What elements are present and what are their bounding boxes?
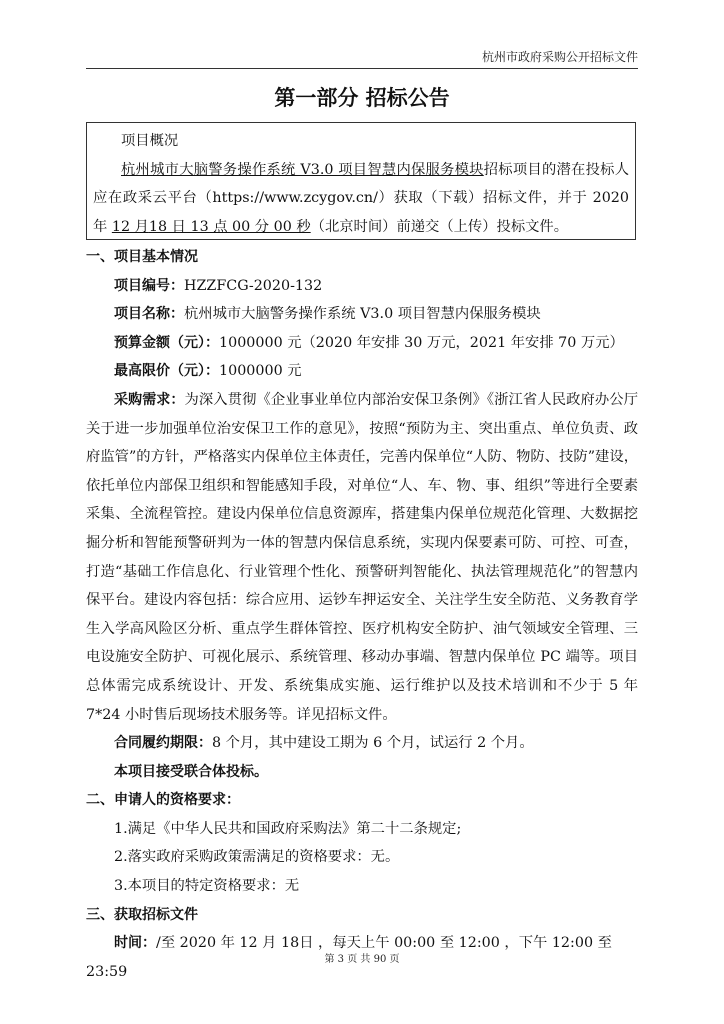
overview-project-name: 杭州城市大脑警务操作系统 V3.0 项目智慧内保服务模块	[121, 161, 484, 178]
budget-line	[86, 329, 638, 358]
contract-period-value: 8 个月，其中建设工期为 6 个月，试运行 2 个月。	[212, 735, 534, 752]
consortium-note: 本项目接受联合体投标。	[114, 763, 268, 780]
budget-value: 1000000 元（2020 年安排 30 万元，2021 年安排 70 万元）	[219, 334, 624, 351]
demand-paragraph	[86, 386, 638, 729]
overview-deadline-month: 12 月	[111, 218, 149, 235]
qualification-item-2: 2.落实政府采购政策需满足的资格要求：无。	[114, 849, 400, 866]
overview-deadline-time: 18 日 13 点 00 分 00 秒	[148, 218, 311, 235]
project-name-label: 项目名称：	[114, 306, 184, 323]
overview-text-1: 招标项目的潜在投标人应在政采云平台（https://www.zcygov.cn/）获取（下载）招标文件，并于 2020 年	[93, 161, 629, 235]
max-price-value: 1000000 元	[219, 363, 302, 380]
max-price-line	[86, 357, 638, 386]
overview-text-2: （北京时间）前递交（上传）投标文件。	[310, 218, 569, 235]
project-name-line	[86, 300, 638, 329]
qualification-item-3: 3.本项目的特定资格要求：无	[114, 878, 300, 895]
project-number-line	[86, 272, 638, 301]
contract-period-line	[86, 729, 638, 758]
section1-heading: 一、项目基本情况	[86, 249, 198, 265]
project-name-value: 杭州城市大脑警务操作系统 V3.0 项目智慧内保服务模块	[184, 306, 541, 323]
page-number: 第 3 页 共 90 页	[324, 954, 400, 965]
overview-heading: 项目概况	[121, 133, 179, 149]
page-title: 第一部分 招标公告	[274, 86, 450, 110]
time-value: /至 2020 年 12 月 18日 ，每天上午 00:00 至 12:00 ，下午 12:00 至 23:59	[86, 935, 612, 980]
project-number-label: 项目编号：	[114, 277, 184, 294]
section2-heading: 二、申请人的资格要求：	[86, 792, 240, 809]
budget-label: 预算金额（元）：	[114, 334, 219, 351]
demand-label: 采购需求：	[114, 391, 185, 408]
qualification-item-1: 1.满足《中华人民共和国政府采购法》第二十二条规定;	[114, 820, 462, 837]
page-header	[86, 48, 638, 69]
demand-text: 为深入贯彻《企业事业单位内部治安保卫条例》《浙江省人民政府办公厅关于进一步加强单位治安保卫工作的意见》，按照“预防为主、突出重点、单位负责、政府监管”的方针，严格落实内保单位主体责任，完善内保单位“人防、物防、技防”建设，依托单位内部保卫组织和智能感知手段，对单位“人、车、物、事、组织”等进行全要素采集、全流程管控。建设内保单位信息资源库，搭建集内保单位规范化管理、大数据挖掘分析和智能预警研判为一体的智慧内保信息系统，实现内保要素可防、可控、可查，打造“基础工作信息化、行业管理个性化、预警研判智能化、执法管理规范化”的智慧内保平台。建设内容包括：综合应用、运钞车押运安全、关注学生安全防范、义务教育学生入学高风险区分析、重点学生群体管控、医疗机构安全防护、油气领域安全管理、三电设施安全防护、可视化展示、系统管理、移动办事端、智慧内保单位 PC 端等。项目总体需完成系统设计、开发、系统集成实施、运行维护以及技术培训和不少于 5 年 7*24 小时售后现场技术服务等。详见招标文件。	[86, 391, 638, 723]
project-overview-box	[86, 122, 636, 240]
header-doc-title: 杭州市政府采购公开招标文件	[481, 50, 638, 64]
section3-heading: 三、获取招标文件	[86, 906, 198, 923]
main-content	[86, 243, 638, 986]
project-number-value: HZZFCG-2020-132	[184, 277, 323, 294]
max-price-label: 最高限价（元）：	[114, 363, 219, 380]
time-label: 时间：	[114, 935, 156, 952]
overview-paragraph	[93, 156, 629, 242]
contract-period-label: 合同履约期限：	[114, 735, 212, 752]
